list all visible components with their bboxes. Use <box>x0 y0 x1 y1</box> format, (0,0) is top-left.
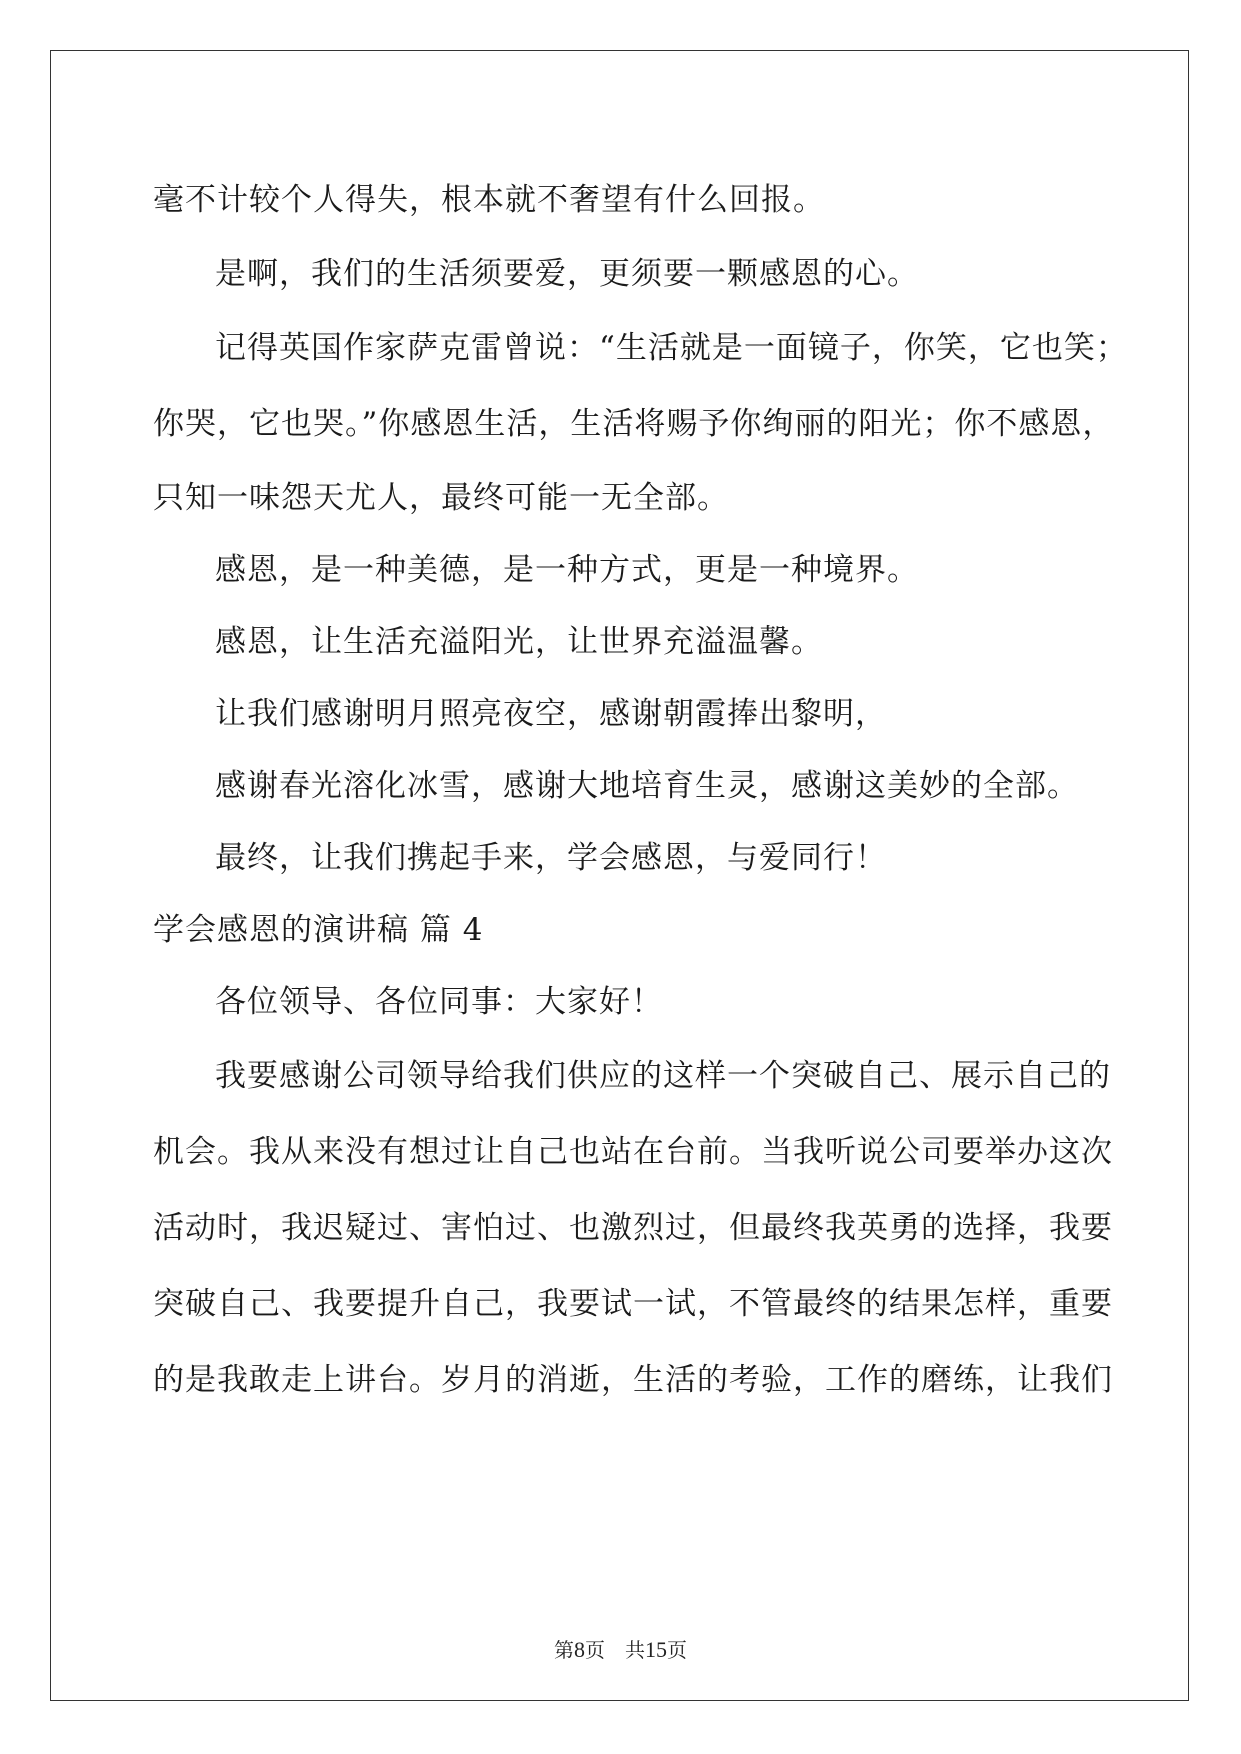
text-line: 感谢春光溶化冰雪，感谢大地培育生灵，感谢这美妙的全部。 <box>215 768 1079 804</box>
text-line: 记得英国作家萨克雷曾说：“生活就是一面镜子，你笑，它也笑； <box>215 330 1128 366</box>
text-line: 的是我敢走上讲台。岁月的消逝，生活的考验，工作的磨练，让我们 <box>153 1362 1113 1398</box>
text-line: 活动时，我迟疑过、害怕过、也激烈过，但最终我英勇的选择，我要 <box>153 1210 1113 1246</box>
footer-page-number: 8 <box>574 1637 585 1662</box>
footer-total-pages: 15 <box>645 1637 667 1662</box>
text-line: 各位领导、各位同事：大家好！ <box>215 984 663 1020</box>
text-line: 最终，让我们携起手来，学会感恩，与爱同行！ <box>215 840 887 876</box>
section-heading: 学会感恩的演讲稿 篇 4 <box>153 912 484 948</box>
text-line: 感恩，让生活充溢阳光，让世界充溢温馨。 <box>215 624 823 660</box>
text-line: 机会。我从来没有想过让自己也站在台前。当我听说公司要举办这次 <box>153 1134 1113 1170</box>
text-line: 毫不计较个人得失，根本就不奢望有什么回报。 <box>153 182 825 218</box>
text-line: 突破自己、我要提升自己，我要试一试，不管最终的结果怎样，重要 <box>153 1286 1113 1322</box>
footer-middle: 页 共 <box>585 1638 645 1662</box>
text-line: 只知一味怨天尤人，最终可能一无全部。 <box>153 480 729 516</box>
footer-suffix: 页 <box>667 1638 687 1662</box>
text-line: 让我们感谢明月照亮夜空，感谢朝霞捧出黎明， <box>215 696 887 732</box>
text-line: 是啊，我们的生活须要爱，更须要一颗感恩的心。 <box>215 256 919 292</box>
text-line: 你哭，它也哭。”你感恩生活，生活将赐予你绚丽的阳光；你不感恩， <box>153 406 1115 442</box>
text-line: 感恩，是一种美德，是一种方式，更是一种境界。 <box>215 552 919 588</box>
text-line: 我要感谢公司领导给我们供应的这样一个突破自己、展示自己的 <box>215 1058 1111 1094</box>
footer-prefix: 第 <box>554 1638 574 1662</box>
page-footer <box>0 1634 1241 1663</box>
document-body <box>153 162 1128 1418</box>
